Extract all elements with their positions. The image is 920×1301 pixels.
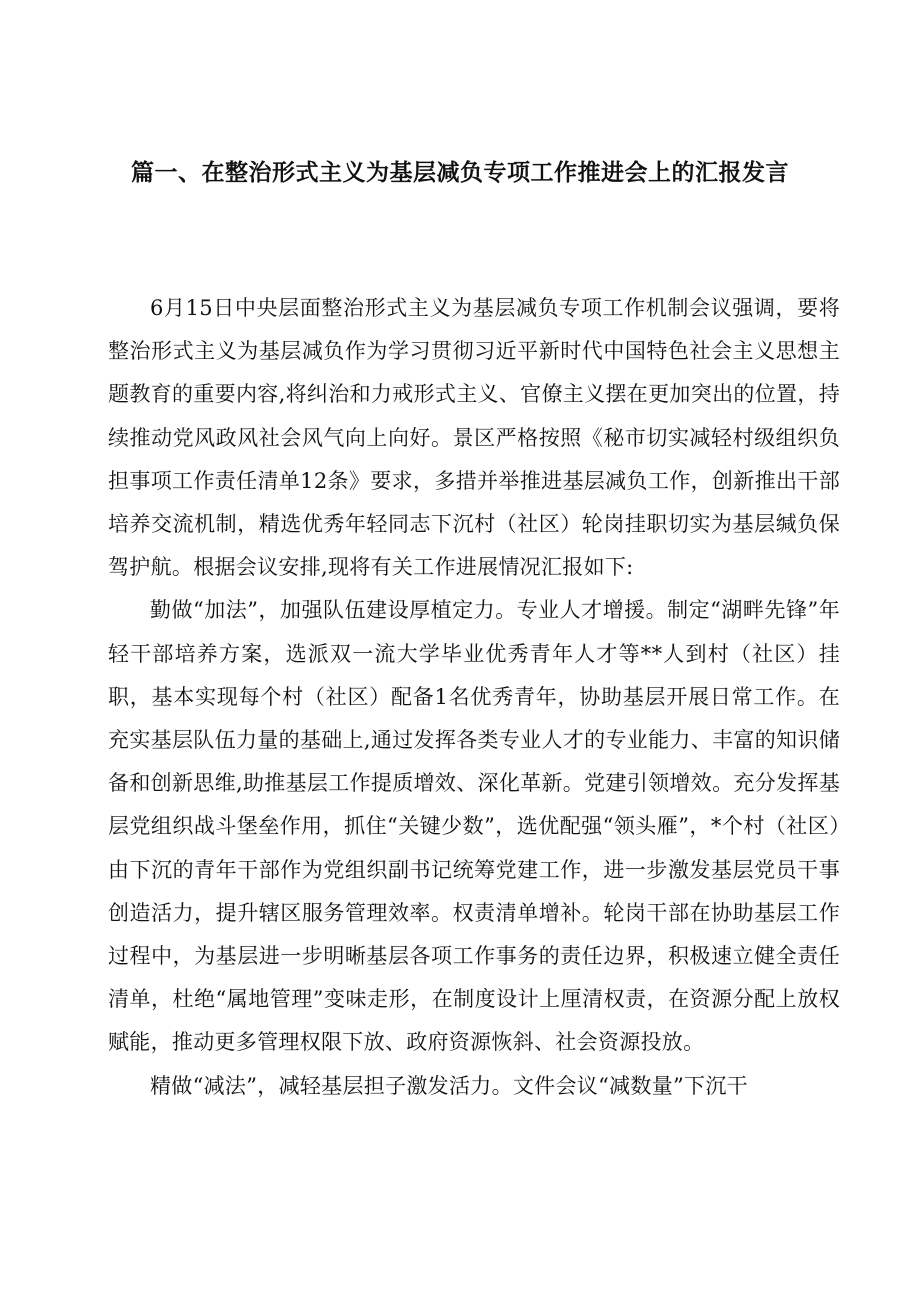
- paragraph-subtraction: 精做“减法”，减轻基层担子激发活力。文件会议“减数量”下沉干: [150, 1073, 748, 1098]
- document-body: [108, 287, 840, 1108]
- paragraph-addition: 勤做“加法”，加强队伍建设厚植定力。专业人才增援。制定“湖畔先锋”年轻干部培养方案，选派双一流大学毕业优秀青年人才等**人到村（社区）挂职，基本实现每个村（社区）配备1名优秀青年，协助基层开展日常工作。在充实基层队伍力量的基础上,通过发挥各类专业人才的专业能力、丰富的知识储备和创新思维,助推基层工作提质增效、深化革新。党建引领增效。充分发挥基层党组织战斗堡垒作用，抓住“关键少数”，选优配强“领头雁”，*个村（社区）由下沉的青年干部作为党组织副书记统筹党建工作，进一步激发基层党员干事创造活力，提升辖区服务管理效率。权责清单增补。轮岗干部在协助基层工作过程中，为基层进一步明晰基层各项工作事务的责任边界，积极速立健全责任清单，杜绝“属地管理”变味走形，在制度设计上厘清权责，在资源分配上放权赋能，推动更多管理权限下放、政府资源恢斜、社会资源投放。: [108, 598, 840, 1055]
- paragraph-intro: 6月15日中央层面整治形式主义为基层减负专项工作机制会议强调，要将整治形式主义为基层减负作为学习贯彻习近平新时代中国特色社会主义思想主题教育的重要内容,将纠治和力戒形式主义、官僚主义摆在更加突出的位置，持续推动党风政风社会风气向上向好。景区严格按照《秘市切实减轻村级组织负担事项工作责任清单12条》要求，多措并举推进基层减负工作，创新推出干部培养交流机制，精选优秀年轻同志下沉村（社区）轮岗挂职切实为基层缄负保驾护航。根据会议安排,现将有关工作进展情况汇报如下:: [108, 296, 840, 580]
- document-title: 篇一、在整治形式主义为基层减负专项工作推进会上的汇报发言: [131, 160, 789, 186]
